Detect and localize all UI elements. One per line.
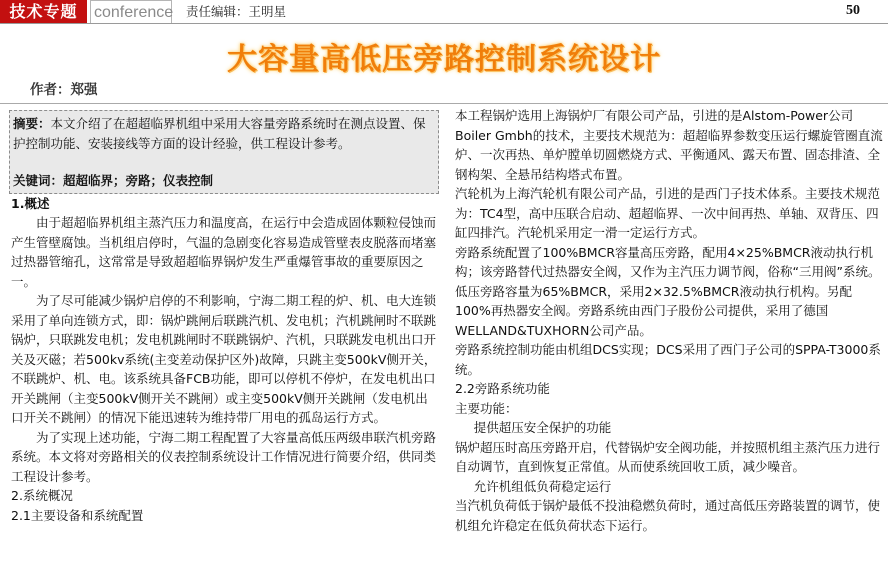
function-1-text: 锅炉超压时高压旁路开启，代替锅炉安全阀功能，并按照机组主蒸汽压力进行自动调节，直到恢复正常值。从而使系统回收工质，减少噪音。 <box>455 439 881 474</box>
function-2-title: 允许机组低负荷稳定运行 <box>473 478 612 494</box>
left-column <box>11 110 439 525</box>
paragraph-turbine: 汽轮机为上海汽轮机有限公司产品，引进的是西门子技术体系。主要技术规范为：TC4型，高中压联合启动、超超临界、一次中间再热、单轴、双背压、四缸四排汽。汽轮机采用定一滑一定运行方式。 <box>455 186 881 240</box>
section-1-heading: 1.概述 <box>11 195 50 211</box>
abstract-text: 本文介绍了在超超临界机组中采用大容量旁路系统时在测点设置、保护控制功能、安装接线等方面的设计经验，供工程设计参考。 <box>13 116 426 151</box>
abstract-label: 摘要： <box>13 116 51 131</box>
paragraph-3: 为了实现上述功能，宁海二期工程配置了大容量高低压两级串联汽机旁路系统。本文将对旁路相关的仪表控制系统设计工作情况进行简要介绍，供同类工程设计参考。 <box>11 429 437 484</box>
abstract-box <box>9 110 439 194</box>
keywords-text: 超超临界；旁路；仪表控制 <box>63 173 214 188</box>
paragraph-boiler: 本工程锅炉选用上海锅炉厂有限公司产品，引进的是Alstom-Power公司Boiler Gmbh的技术，主要技术规范为：超超临界参数变压运行螺旋管圈直流炉、一次再热、单炉膛单切圆燃烧方式、平衡通风、露天布置、固态排渣、全钢构架、全悬吊结构塔式布置。 <box>455 108 883 182</box>
paragraph-2: 为了尽可能减少锅炉启停的不利影响，宁海二期工程的炉、机、电大连锁采用了单向连锁方式，即：锅炉跳闸后联跳汽机、发电机；汽机跳闸时不联跳锅炉，只联跳发电机；发电机跳闸时不联跳锅炉、汽机，只联跳发电机出口开关及灭磁；若500kv系统(主变差动保护区外)故障，只跳主变500kV侧开关，不联跳炉、机、电。该系统具备FCB功能，即可以停机不停炉，在发电机出口开关跳闸（主变500kV侧开关不跳闸）或主变500kV侧开关跳闸（发电机出口开关不跳闸）的情况下能迅速转为维持带厂用电的孤岛运行方式。 <box>11 293 437 425</box>
section-tag-english: conference <box>90 0 172 23</box>
divider <box>0 103 888 104</box>
function-1-title: 提供超压安全保护的功能 <box>473 420 612 435</box>
paragraph-bypass: 旁路系统配置了100%BMCR容量高压旁路，配用4×25%BMCR液动执行机构；该旁路替代过热器安全阀，又作为主汽压力调节阀，俗称“三用阀”系统。低压旁路容量为65%BMCR，采用2×32.5%BMCR液动执行机构。另配100%再热器安全阀。旁路系统由西门子股份公司提供，采用了德国WELLAND&TUXHORN公司产品。 <box>455 244 881 338</box>
main-functions-label: 主要功能： <box>455 400 518 416</box>
article-title: 大容量高低压旁路控制系统设计 <box>227 42 661 77</box>
paragraph-1: 由于超超临界机组主蒸汽压力和温度高，在运行中会造成固体颗粒侵蚀而产生管壁腐蚀。当机组启停时，气温的急剧变化容易造成管壁表皮脱落而堵塞过热器管缩孔，这常常是导致超超临界锅炉发生严重爆管事故的重要原因之一。 <box>11 215 437 289</box>
paragraph-dcs: 旁路系统控制功能由机组DCS实现；DCS采用了西门子公司的SPPA-T3000系统。 <box>455 342 881 377</box>
keywords <box>13 171 435 191</box>
page-number: 50 <box>846 3 860 18</box>
right-column <box>455 106 883 535</box>
section-2-heading: 2.系统概况 <box>11 488 73 503</box>
editor-credit: 责任编辑：王明星 <box>186 4 287 19</box>
page-header <box>0 0 888 24</box>
function-2-text: 当汽机负荷低于锅炉最低不投油稳燃负荷时，通过高低压旁路装置的调节，使机组允许稳定在低负荷状态下运行。 <box>455 498 881 533</box>
section-tag: 技术专题 <box>0 0 87 23</box>
article-author: 作者：郑强 <box>30 82 98 98</box>
abstract <box>13 114 435 153</box>
section-2-2-heading: 2.2旁路系统功能 <box>455 381 550 396</box>
section-2-1-heading: 2.1主要设备和系统配置 <box>11 507 144 523</box>
keywords-label: 关键词： <box>13 173 64 188</box>
